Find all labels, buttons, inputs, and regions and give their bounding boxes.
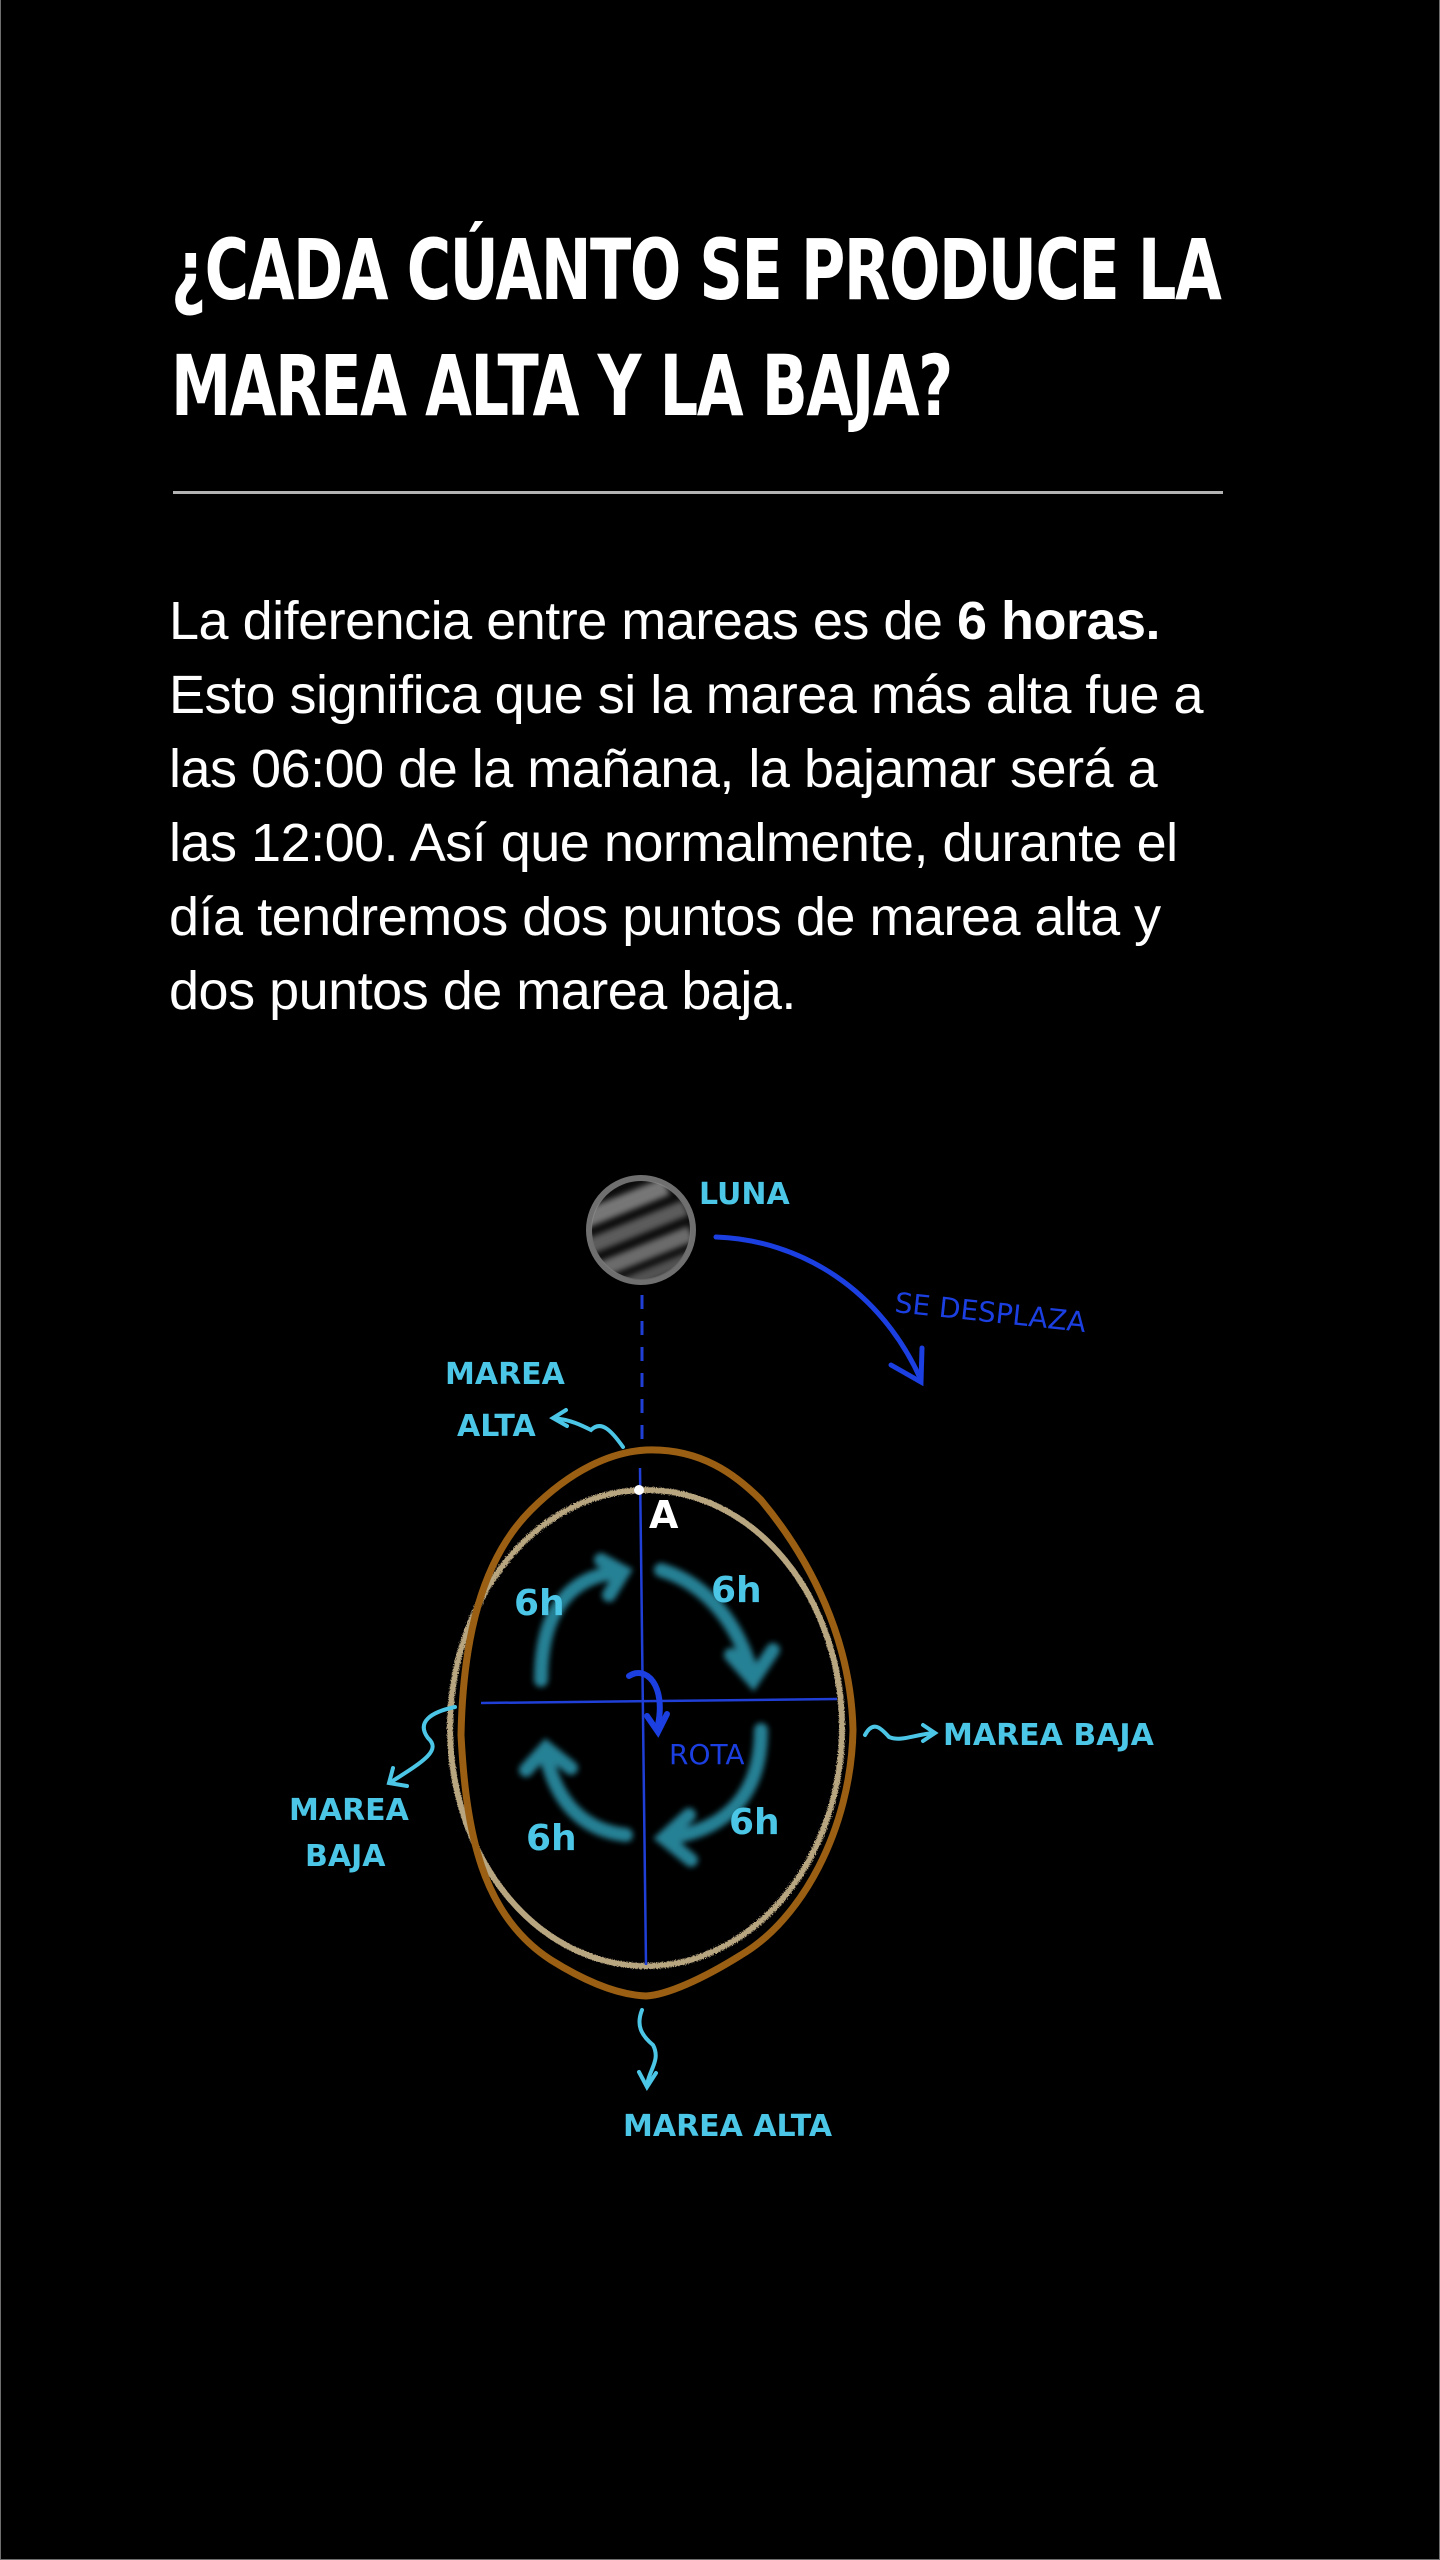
moon-label: LUNA [699, 1177, 790, 1212]
low-tide-left-label-line-2: BAJA [305, 1839, 386, 1874]
quarter-label-bottom-right: 6h [729, 1802, 780, 1843]
tides-diagram [1, 0, 1440, 2560]
low-tide-right-arrow-icon [865, 1725, 935, 1741]
title-line-2: MAREA ALTA Y LA BAJA? [171, 337, 952, 435]
moon-icon [580, 1178, 698, 1293]
body-line-3: las 06:00 de la mañana, la bajamar será a [169, 739, 1158, 799]
body-line-6: dos puntos de marea baja. [169, 961, 796, 1021]
body-line-1-text: La diferencia entre mareas es de [169, 591, 957, 651]
body-line-4: las 12:00. Así que normalmente, durante el [169, 813, 1178, 873]
point-a-label: A [649, 1493, 679, 1537]
point-a-marker [634, 1485, 644, 1495]
moon-motion-label: SE DESPLAZA [893, 1286, 1088, 1340]
high-tide-bottom-arrow-icon [639, 2010, 656, 2087]
low-tide-left-arrow-icon [389, 1707, 455, 1786]
quarter-label-bottom-left: 6h [526, 1818, 577, 1859]
page [1, 0, 1440, 2560]
body-line-2: Esto significa que si la marea más alta fue a [169, 665, 1204, 725]
high-tide-top-arrow-icon [553, 1410, 623, 1447]
title-line-1: ¿CADA CÚANTO SE PRODUCE LA [171, 221, 1221, 319]
low-tide-left-label-line-1: MAREA [289, 1793, 409, 1828]
rotation-label: ROTA [669, 1738, 745, 1771]
quarter-label-top-left: 6h [514, 1583, 565, 1624]
low-tide-right-label: MAREA BAJA [943, 1718, 1154, 1753]
body-line-5: día tendremos dos puntos de marea alta y [169, 887, 1161, 947]
high-tide-top-label-line-1: MAREA [445, 1357, 565, 1392]
quarter-label-top-right: 6h [711, 1570, 762, 1611]
moon-motion-arrow-icon [716, 1237, 922, 1382]
high-tide-bottom-label: MAREA ALTA [623, 2109, 833, 2144]
high-tide-top-label-line-2: ALTA [457, 1409, 536, 1444]
highlight-six-hours: 6 horas. [956, 591, 1161, 651]
